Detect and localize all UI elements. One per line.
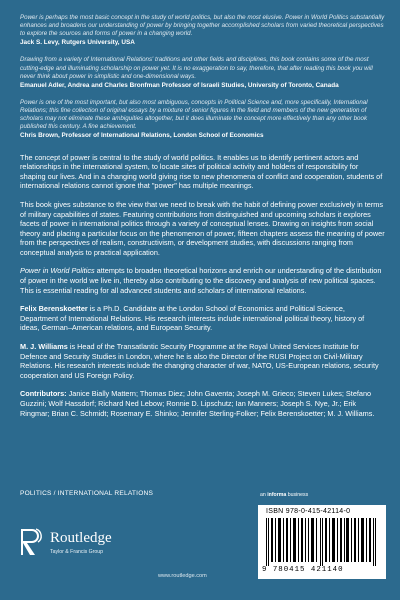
author-bio-1 <box>20 304 385 333</box>
barcode-icon <box>266 518 378 566</box>
publisher-logo <box>18 527 178 567</box>
contributors-names: Janice Bially Mattern; Thomas Diez; John Gaventa; Joseph M. Grieco; Steven Lukes; Stefano Guzzini; Wolf Hassdorf; Richard Ned Lebow; Ronnie D. Lipschutz; Ian Manners; Joseph S. Nye, Jr.; Erik Ringmar; Brian C. Schmidt; Rosemary E. Shinko; Jennifer Sterling-Folker; Felix Berenskoetter; M. J. Williams. <box>20 389 375 418</box>
description-paragraph-3-text: attempts to broaden theoretical horizons and enrich our understanding of the distribution of power in the world we live in, thereby also contributing to the discovery and analysis of new political spaces. This is essential reading for all advanced students and scholars of international relations. <box>20 266 382 295</box>
informa-suffix: business <box>286 492 309 498</box>
subject-category: POLITICS / INTERNATIONAL RELATIONS <box>20 490 154 497</box>
description-paragraph-1: The concept of power is central to the study of world politics. It enables us to identify pertinent actors and relationships in the international system, to locate sites of political activity and holders of responsibility for shaping our lives. And in a changing world giving rise to new phenomena of conflict and cooperation, students of international relations cannot ignore that "power" has multiple meanings. <box>20 152 383 191</box>
endorsement-attribution: Emanuel Adler, Andrea and Charles Bronfman Professor of Israeli Studies, University of Toronto, Canada <box>20 81 339 89</box>
endorsement-3 <box>20 99 385 141</box>
barcode-number: 9 780415 421140 <box>262 566 344 574</box>
endorsement-quote: Drawing from a variety of International Relations' traditions and other fields and disciplines, this book contains some of the most cutting-edge and illuminating scholarship on power yet. It is no exaggeration to say, therefore, that after reading this book you will never think about power in simplistic and one-dimensional ways. <box>20 56 373 80</box>
contributors-label: Contributors: <box>20 389 67 399</box>
publisher-name: Routledge <box>50 530 112 546</box>
informa-prefix: an <box>260 492 268 498</box>
routledge-r-icon <box>18 527 44 557</box>
endorsement-quote: Power is one of the most important, but also most ambiguous, concepts in Political Science and, more specifically, International Relations; this fine collection of original essays by a mixture of senior figures in the field and members of the new generation of scholars may not eliminate these ambiguities altogether, but it does illuminate the concept more effectively than any other book published this century. A fine achievement. <box>20 98 368 131</box>
publisher-url[interactable]: www.routledge.com <box>158 573 207 579</box>
author-bio-text: is a Ph.D. Candidate at the London School of Economics and Political Science, Department of International Relations. His research interests include international political theory, history of ideas, German–American relations, and European Security. <box>20 304 365 333</box>
cover-text-column <box>20 14 385 427</box>
book-title-italic: Power in World Politics <box>20 266 95 276</box>
publisher-group: Taylor & Francis Group <box>50 549 104 555</box>
barcode-panel <box>258 505 386 579</box>
informa-brand: informa <box>267 492 287 498</box>
contributors-list <box>20 389 385 418</box>
author-bio-2 <box>20 342 385 380</box>
description-paragraph-3 <box>20 266 385 295</box>
author-name: Felix Berenskoetter <box>20 304 88 314</box>
author-bio-text: is Head of the Transatlantic Security Programme at the Royal United Services Institute for Defence and Security Studies in London, where he is also the Director of the RUSI Project on Civil-Military Relations. His research interests include the changing character of war, NATO, US-European relations, security cooperation and US Foreign Policy. <box>20 342 379 380</box>
endorsement-2 <box>20 56 385 89</box>
informa-business-label <box>260 492 308 498</box>
endorsement-1 <box>20 14 385 47</box>
endorsement-quote: Power is perhaps the most basic concept in the study of world politics, but also the most elusive. Power in World Politics substantially enhances and broadens our understanding of power by bringing together accomplished scholars from varied theoretical perspectives to explore the sources and forms of power in a changing world. <box>20 14 385 38</box>
endorsement-attribution: Chris Brown, Professor of International Relations, London School of Economics <box>20 132 264 140</box>
isbn-text: ISBN 978-0-415-42114-0 <box>266 508 351 515</box>
endorsement-attribution: Jack S. Levy, Rutgers University, USA <box>20 39 135 47</box>
description-paragraph-2: This book gives substance to the view that we need to break with the habit of defining power exclusively in terms of military capabilities of states. Featuring contributions from distinguished and upcoming scholars it explores facets of power in international politics through a variety of conceptual lenses. Drawing on insights from social theory and placing a particular focus on the phenomenon of power, fifteen chapters assess the meaning of power from the perspectives of realism, constructivism, or development studies, with discussions ranging from conceptual analysis to practical application. <box>20 199 385 257</box>
author-name: M. J. Williams <box>20 342 68 352</box>
